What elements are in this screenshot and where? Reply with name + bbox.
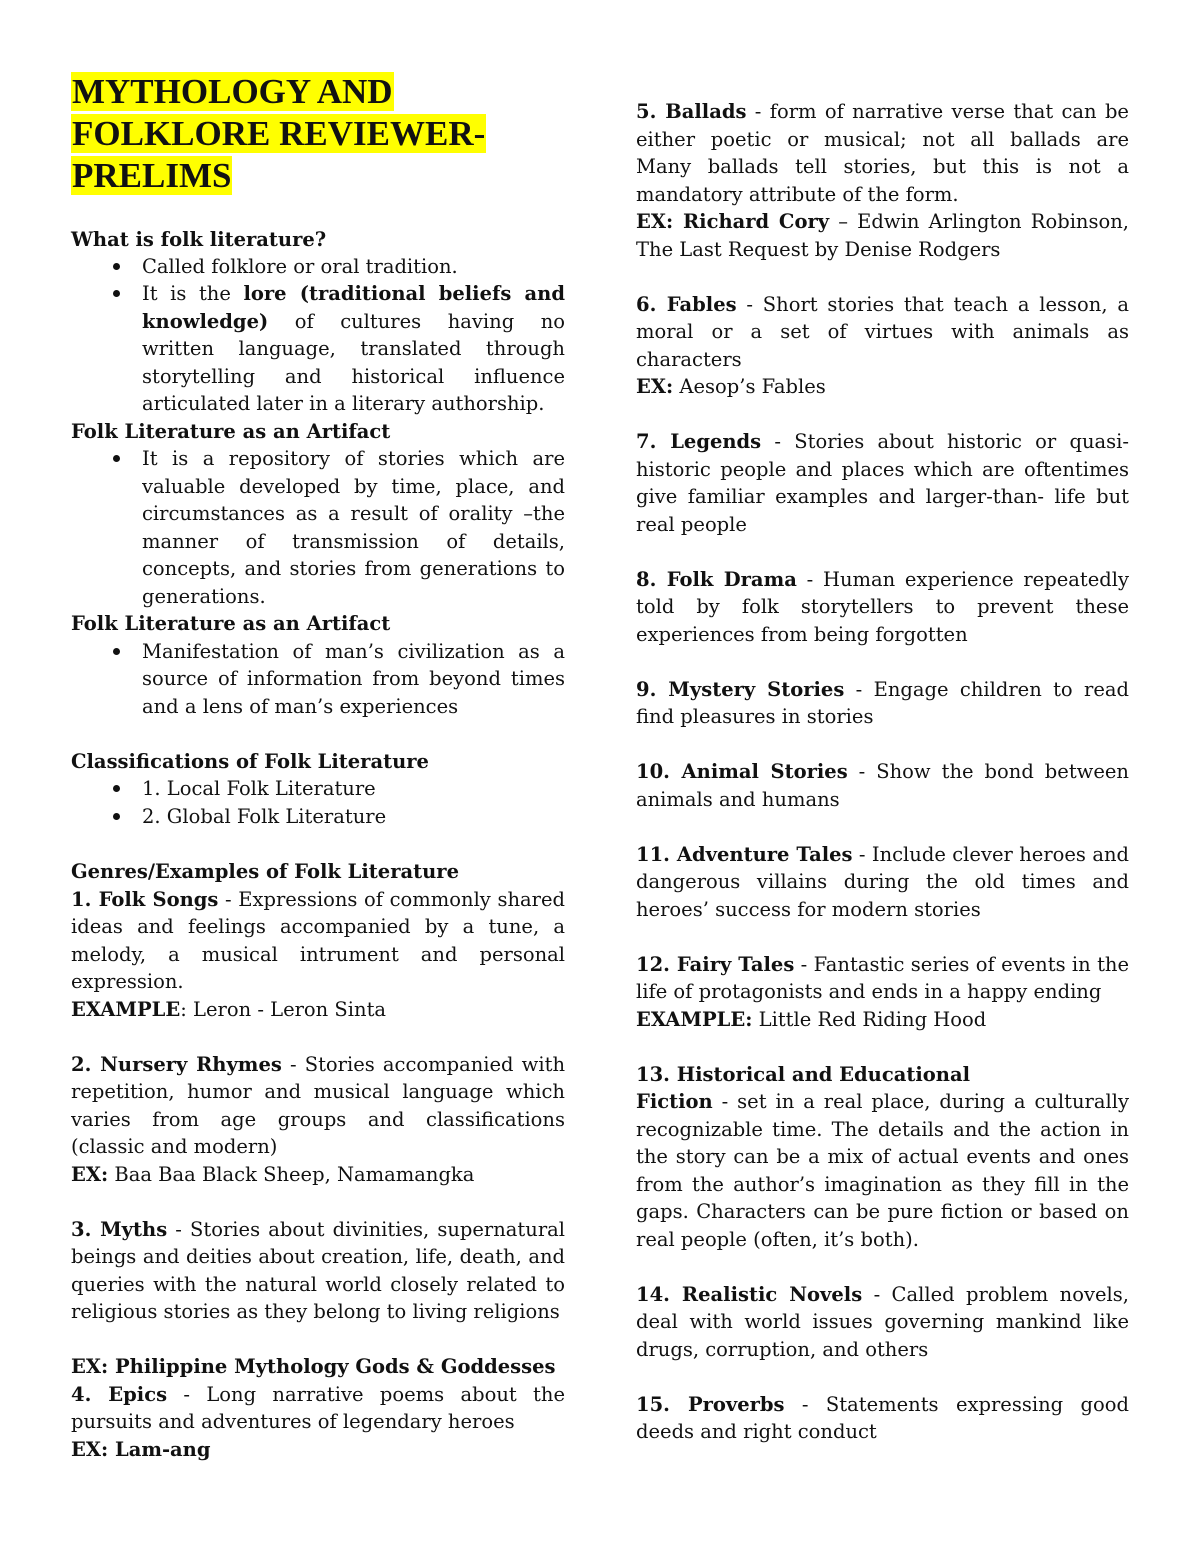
genre-6-line-1: 6. Fables - Short stories that teach a lesson, a <box>636 293 1129 316</box>
genre-11-line-1: 11. Adventure Tales - Include clever heroes and <box>636 843 1129 866</box>
genre-15-line-1: 15. Proverbs - Statements expressing good <box>636 1393 1129 1416</box>
bullet-icon <box>113 813 120 820</box>
artifact1-line-2: valuable developed by time, place, and <box>142 475 565 498</box>
doc-title-line-3: PRELIMS <box>72 156 232 195</box>
genre-5-example-line-2: The Last Request by Denise Rodgers <box>636 238 1001 261</box>
genre-10-line-1: 10. Animal Stories - Show the bond between <box>636 760 1129 783</box>
artifact2-line-2: source of information from beyond times <box>142 667 565 690</box>
genre-3-line-1: 3. Myths - Stories about divinities, supernatural <box>71 1218 565 1241</box>
artifact2-line-3: and a lens of man’s experiences <box>142 695 459 718</box>
intro-bullet-2-line-5: articulated later in a literary authorship. <box>142 392 545 415</box>
intro-bullet-2-line-4: storytelling and historical influence <box>142 365 565 388</box>
genre-1-line-1: 1. Folk Songs - Expressions of commonly shared <box>71 888 565 911</box>
classification-item: 1. Local Folk Literature <box>142 777 376 800</box>
bullet-icon <box>113 785 120 792</box>
section-heading-artifact-2: Folk Literature as an Artifact <box>71 612 391 635</box>
genre-9-line-2: find pleasures in stories <box>636 705 874 728</box>
genre-13-line-4: from the author’s imagination as they fill in the <box>636 1173 1129 1196</box>
genre-5-line-4: mandatory attribute of the form. <box>636 183 959 206</box>
section-heading-what-is-folk-literature: What is folk literature? <box>71 228 327 251</box>
doc-title-line-1: MYTHOLOGY AND <box>72 72 393 111</box>
genre-3-line-3: queries with the natural world closely related to <box>71 1273 565 1296</box>
genre-6-line-2: moral or a set of virtues with animals as <box>636 320 1129 343</box>
artifact1-line-1: It is a repository of stories which are <box>142 447 565 470</box>
genre-1-line-2: ideas and feelings accompanied by a tune, a <box>71 915 565 938</box>
section-heading-artifact-1: Folk Literature as an Artifact <box>71 420 391 443</box>
section-heading-classifications: Classifications of Folk Literature <box>71 750 429 773</box>
genre-14-line-2: deal with world issues governing mankind like <box>636 1310 1129 1333</box>
intro-bullet-1: Called folklore or oral tradition. <box>142 255 458 278</box>
genre-8-line-2: told by folk storytellers to prevent these <box>636 595 1129 618</box>
genre-14-line-1: 14. Realistic Novels - Called problem novels, <box>636 1283 1129 1306</box>
genre-5-example: EX: Richard Cory – Edwin Arlington Robinson, <box>636 210 1129 233</box>
artifact2-line-1: Manifestation of man’s civilization as a <box>142 640 565 663</box>
genre-4-example: EX: Lam-ang <box>71 1438 211 1461</box>
genre-7-line-2: historic people and places which are oftentimes <box>636 458 1129 481</box>
artifact1-line-3: circumstances as a result of orality –the <box>142 502 565 525</box>
bullet-icon <box>113 455 120 462</box>
genre-8-line-1: 8. Folk Drama - Human experience repeatedly <box>636 568 1129 591</box>
genre-11-line-2: dangerous villains during the old times and <box>636 870 1129 893</box>
genre-3-example: EX: Philippine Mythology Gods & Goddesses <box>71 1355 556 1378</box>
genre-2-line-2: repetition, humor and musical language which <box>71 1080 565 1103</box>
genre-13-title: 13. Historical and Educational <box>636 1063 970 1086</box>
genre-2-example: EX: Baa Baa Black Sheep, Namamangka <box>71 1163 475 1186</box>
genre-9-line-1: 9. Mystery Stories - Engage children to read <box>636 678 1129 701</box>
doc-title-line-2: FOLKLORE REVIEWER- <box>72 114 486 153</box>
genre-3-line-2: beings and deities about creation, life, death, and <box>71 1245 565 1268</box>
genre-2-line-3: varies from age groups and classifications <box>71 1108 565 1131</box>
classification-item: 2. Global Folk Literature <box>142 805 387 828</box>
bullet-icon <box>113 648 120 655</box>
genre-1-line-4: expression. <box>71 970 184 993</box>
genre-6-line-3: characters <box>636 348 742 371</box>
genre-13-line-2: recognizable time. The details and the action in <box>636 1118 1129 1141</box>
genre-13-line-3: the story can be a mix of actual events and ones <box>636 1145 1129 1168</box>
genre-13-line-6: real people (often, it’s both). <box>636 1228 919 1251</box>
genre-6-example: EX: Aesop’s Fables <box>636 375 826 398</box>
bullet-icon <box>113 290 120 297</box>
genre-11-line-3: heroes’ success for modern stories <box>636 898 981 921</box>
bullet-icon <box>113 263 120 270</box>
genre-7-line-4: real people <box>636 513 747 536</box>
genre-12-line-1: 12. Fairy Tales - Fantastic series of events in the <box>636 953 1129 976</box>
genre-10-line-2: animals and humans <box>636 788 840 811</box>
genre-4-line-2: pursuits and adventures of legendary heroes <box>71 1410 515 1433</box>
genre-1-example: EXAMPLE: Leron - Leron Sinta <box>71 998 387 1021</box>
genre-5-line-2: either poetic or musical; not all ballads are <box>636 128 1129 151</box>
genre-13-line-1: Fiction - set in a real place, during a culturally <box>636 1090 1129 1113</box>
section-heading-genres: Genres/Examples of Folk Literature <box>71 860 459 883</box>
genre-3-line-4: religious stories as they belong to living religions <box>71 1300 560 1323</box>
genre-8-line-3: experiences from being forgotten <box>636 623 968 646</box>
genre-15-line-2: deeds and right conduct <box>636 1420 877 1443</box>
genre-13-line-5: gaps. Characters can be pure fiction or based on <box>636 1200 1129 1223</box>
genre-14-line-3: drugs, corruption, and others <box>636 1338 929 1361</box>
genre-2-line-1: 2. Nursery Rhymes - Stories accompanied with <box>71 1053 565 1076</box>
intro-bullet-2-line-1: It is the lore (traditional beliefs and <box>142 282 565 305</box>
genre-5-line-3: Many ballads tell stories, but this is not a <box>636 155 1129 178</box>
genre-7-line-3: give familiar examples and larger-than- life but <box>636 485 1129 508</box>
genre-2-line-4: (classic and modern) <box>71 1135 278 1158</box>
intro-bullet-2-line-3: written language, translated through <box>142 337 565 360</box>
genre-5-line-1: 5. Ballads - form of narrative verse that can be <box>636 100 1129 123</box>
artifact1-line-6: generations. <box>142 585 266 608</box>
genre-12-example: EXAMPLE: Little Red Riding Hood <box>636 1008 987 1031</box>
genre-1-line-3: melody, a musical intrument and personal <box>71 943 565 966</box>
genre-7-line-1: 7. Legends - Stories about historic or quasi- <box>636 430 1129 453</box>
genre-4-line-1: 4. Epics - Long narrative poems about the <box>71 1383 565 1406</box>
intro-bullet-2-line-2: knowledge) of cultures having no <box>142 310 565 333</box>
artifact1-line-5: concepts, and stories from generations to <box>142 557 565 580</box>
artifact1-line-4: manner of transmission of details, <box>142 530 565 553</box>
genre-12-line-2: life of protagonists and ends in a happy ending <box>636 980 1102 1003</box>
